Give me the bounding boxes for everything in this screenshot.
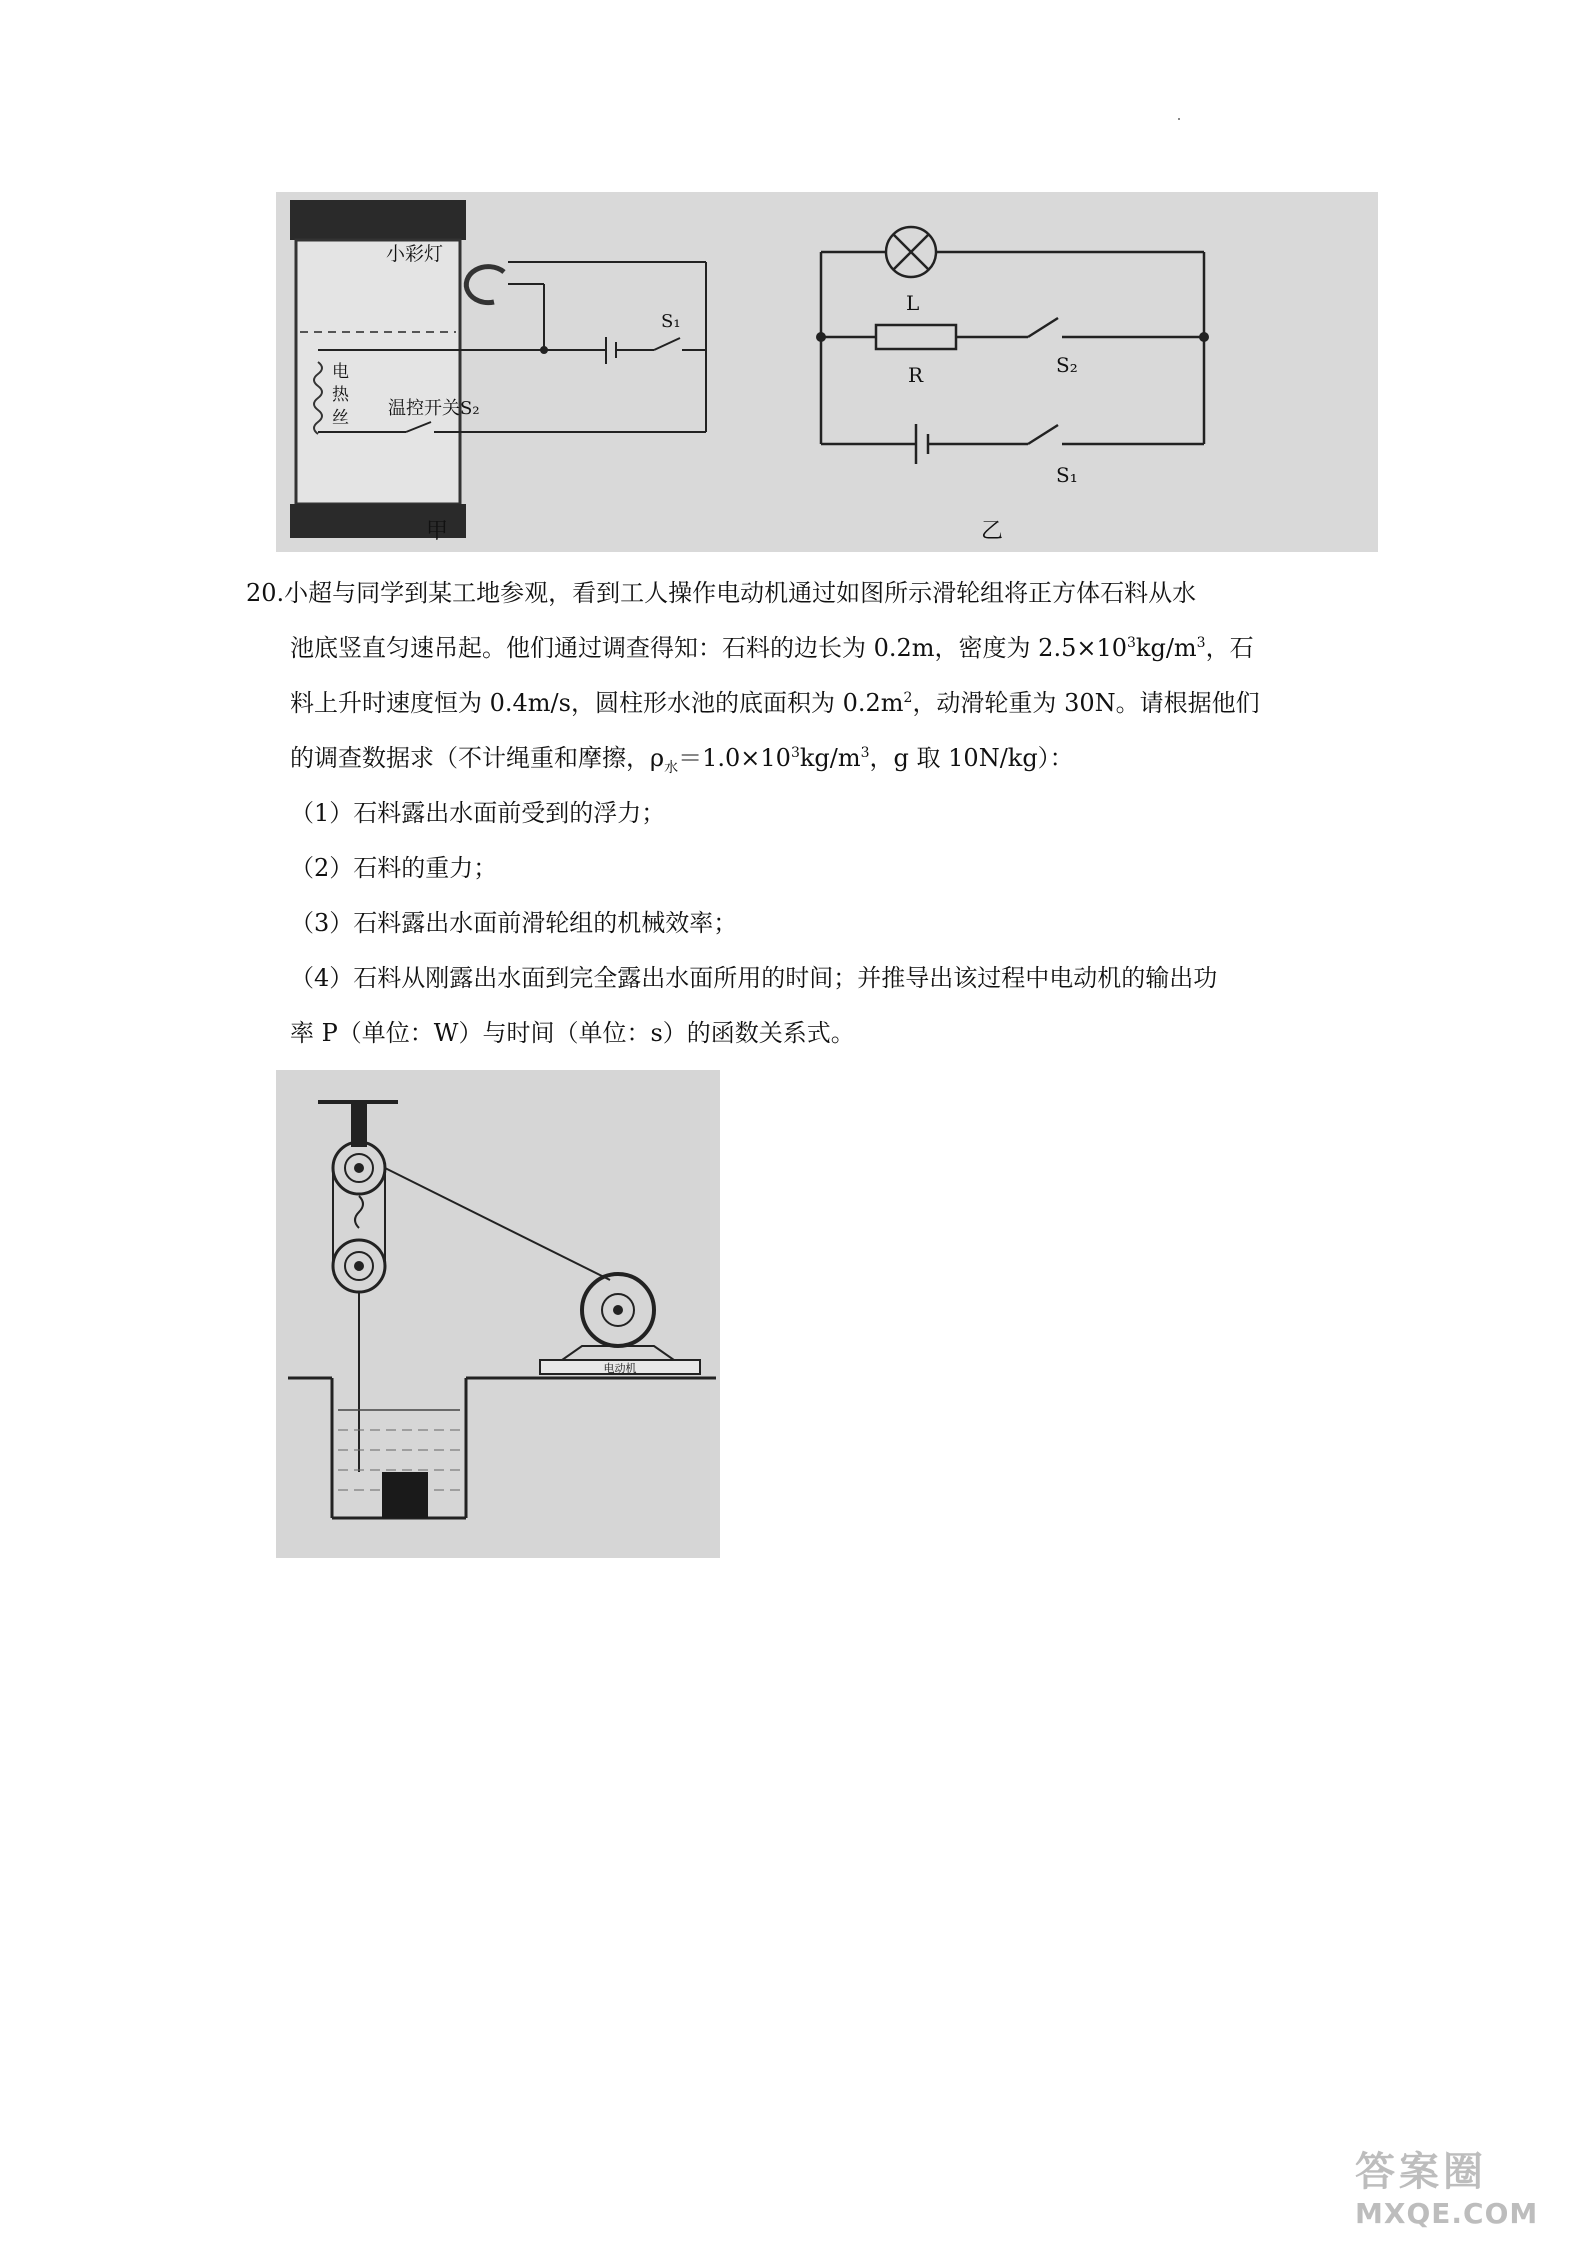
subscript: 水 — [664, 759, 679, 776]
motor — [540, 1274, 700, 1375]
question-line-1 — [246, 566, 1386, 621]
watermark-top: 答案圈 — [1355, 2149, 1487, 2195]
question-text-1: 小超与同学到某工地参观，看到工人操作电动机通过如图所示滑轮组将正方体石料从水 — [284, 579, 1197, 607]
pulley-system — [318, 1102, 610, 1472]
superscript: 3 — [1196, 635, 1206, 651]
question-line-3 — [246, 676, 1386, 731]
tank-s1-label: S₁ — [661, 311, 681, 332]
circuit-diagram — [821, 227, 1204, 464]
figure-pulley — [276, 1070, 720, 1558]
question-text-3b: ，动滑轮重为 30N。请根据他们 — [912, 689, 1260, 717]
stone-block — [382, 1472, 428, 1518]
question-line-2 — [246, 621, 1386, 676]
heater-label-3: 丝 — [332, 408, 349, 428]
heater-label-1: 电 — [332, 362, 349, 382]
sub-question-1: （1）石料露出水面前受到的浮力； — [290, 799, 666, 827]
watermark — [1355, 2140, 1575, 2235]
superscript: 3 — [790, 745, 800, 761]
superscript: 3 — [860, 745, 870, 761]
figure-circuit — [276, 192, 1378, 552]
superscript: 2 — [903, 690, 913, 706]
question-text-4d: ，g 取 10N/kg）： — [869, 744, 1074, 772]
sub-question-4: （4）石料从刚露出水面到完全露出水面所用的时间；并推导出该过程中电动机的输出功 — [290, 964, 1218, 992]
thermo-switch-label: 温控开关S₂ — [388, 398, 480, 419]
watermark-bottom: MXQE.COM — [1355, 2197, 1539, 2230]
circuit-lamp-label: L — [906, 291, 920, 315]
question-text-2a: 池底竖直匀速吊起。他们通过调查得知：石料的边长为 0.2m，密度为 2.5×10 — [290, 634, 1127, 662]
question-line-4 — [246, 731, 1386, 786]
caption-yi: 乙 — [981, 519, 1004, 544]
heater-label-2: 热 — [332, 385, 349, 405]
sub-question-2: （2）石料的重力； — [290, 854, 498, 882]
circuit-resistor-label: R — [908, 363, 924, 387]
caption-jia: 甲 — [426, 519, 449, 544]
motor-label: 电动机 — [603, 1362, 637, 1375]
tank-lamp-label: 小彩灯 — [386, 243, 444, 265]
question-text-2b: kg/m — [1135, 634, 1197, 662]
figure-circuit-svg — [276, 192, 1378, 552]
superscript: 3 — [1127, 635, 1136, 651]
sub-question-4-continuation: 率 P（单位：W）与时间（单位：s）的函数关系式。 — [290, 1019, 855, 1047]
junction-left — [816, 332, 826, 342]
figure-pulley-svg — [276, 1070, 720, 1558]
question-number: 20. — [246, 579, 285, 607]
question-text-2c: ，石 — [1205, 634, 1254, 662]
pool — [288, 1378, 716, 1518]
question-text-4c: kg/m — [799, 744, 861, 772]
question-20 — [246, 566, 1386, 1061]
question-text-3a: 料上升时速度恒为 0.4m/s，圆柱形水池的底面积为 0.2m — [290, 689, 904, 717]
question-text-4a: 的调查数据求（不计绳重和摩擦，ρ — [290, 744, 665, 772]
circuit-s1-label: S₁ — [1056, 463, 1078, 487]
stray-dot — [1178, 118, 1180, 120]
circuit-s2-label: S₂ — [1056, 353, 1078, 377]
question-text-4b: ＝1.0×10 — [678, 744, 791, 772]
junction-right — [1199, 332, 1209, 342]
sub-question-3: （3）石料露出水面前滑轮组的机械效率； — [290, 909, 738, 937]
